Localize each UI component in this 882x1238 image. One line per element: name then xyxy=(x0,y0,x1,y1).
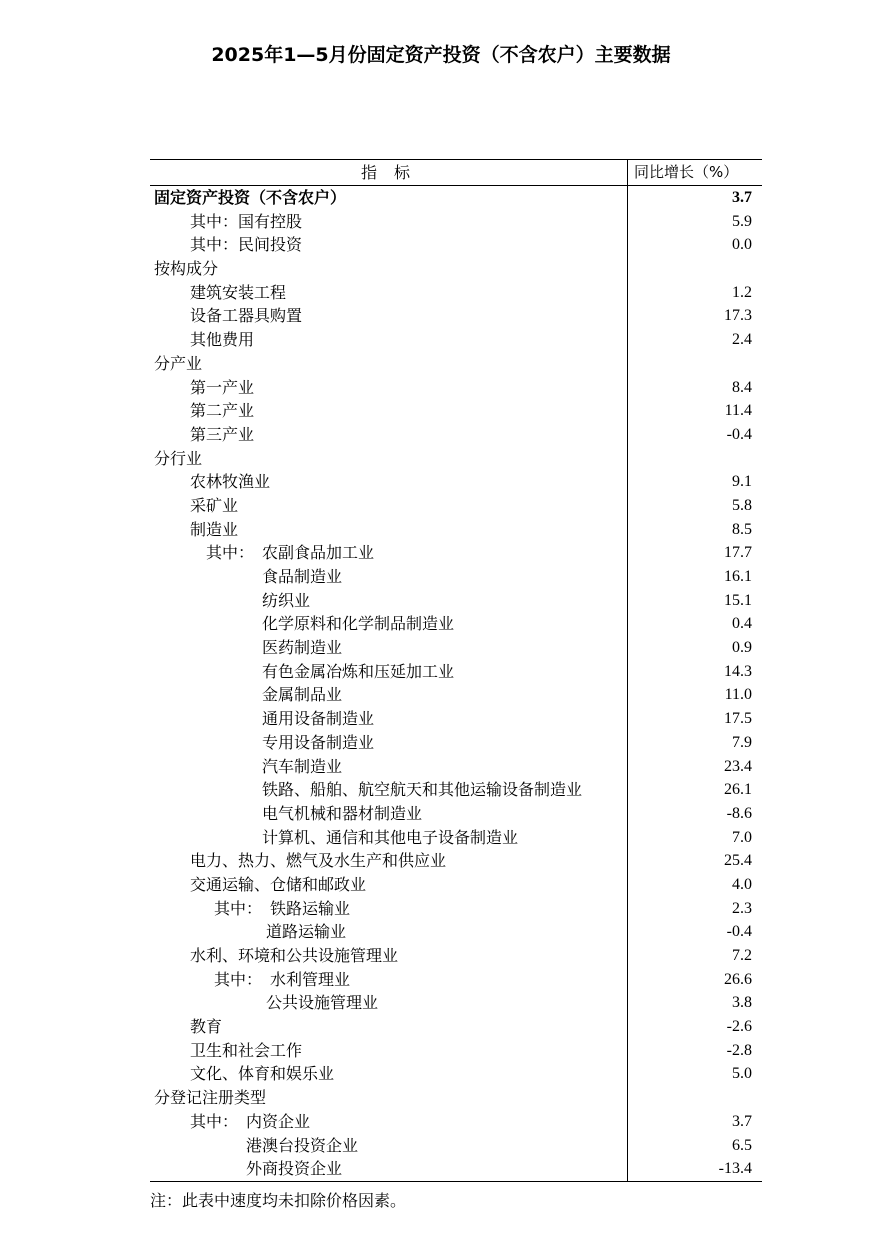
indicator-cell xyxy=(150,968,628,992)
table-row xyxy=(150,186,762,210)
indicator-label: 港澳台投资企业 xyxy=(246,1135,359,1155)
table-row xyxy=(150,1062,762,1086)
indicator-cell xyxy=(150,1015,628,1039)
indicator-cell xyxy=(150,352,628,376)
indicator-cell xyxy=(150,873,628,897)
table-row xyxy=(150,778,762,802)
table-row xyxy=(150,1157,762,1181)
table-row xyxy=(150,210,762,234)
indicator-cell xyxy=(150,1062,628,1086)
growth-value: 26.1 xyxy=(724,781,752,799)
table-row xyxy=(150,873,762,897)
growth-value: 26.6 xyxy=(724,970,752,988)
indicator-label: 采矿业 xyxy=(190,495,239,515)
indicator-cell xyxy=(150,281,628,305)
growth-value xyxy=(628,447,752,471)
table-row xyxy=(150,352,762,376)
table-row xyxy=(150,304,762,328)
indicator-label: 交通运输、仓储和邮政业 xyxy=(190,874,367,894)
indicator-label: 铁路运输业 xyxy=(270,898,351,918)
indicator-cell xyxy=(150,731,628,755)
growth-value: 2.3 xyxy=(732,899,752,917)
table-row xyxy=(150,612,762,636)
table-row xyxy=(150,541,762,565)
indicator-label: 分登记注册类型 xyxy=(154,1088,267,1108)
table-body xyxy=(150,186,762,1181)
table-row xyxy=(150,1134,762,1158)
indicator-label: 农林牧渔业 xyxy=(190,472,271,492)
table-row xyxy=(150,849,762,873)
indicator-label: 制造业 xyxy=(190,519,239,539)
indicator-label: 化学原料和化学制品制造业 xyxy=(262,614,455,634)
table-row xyxy=(150,660,762,684)
indicator-cell xyxy=(150,920,628,944)
indicator-cell xyxy=(150,589,628,613)
table-row xyxy=(150,233,762,257)
indicator-cell xyxy=(150,565,628,589)
indicator-cell xyxy=(150,612,628,636)
growth-value: 17.3 xyxy=(724,307,752,325)
table-row xyxy=(150,1015,762,1039)
indicator-cell xyxy=(150,447,628,471)
table-row xyxy=(150,1086,762,1110)
indicator-label: 按构成分 xyxy=(154,259,219,279)
indicator-cell xyxy=(150,376,628,400)
growth-value: 7.9 xyxy=(732,733,752,751)
indicator-label: 分产业 xyxy=(154,353,203,373)
table-header xyxy=(150,160,762,186)
table-row xyxy=(150,1110,762,1134)
table-row xyxy=(150,920,762,944)
growth-value: 7.2 xyxy=(732,947,752,964)
table-row xyxy=(150,494,762,518)
growth-value: 0.4 xyxy=(732,615,752,633)
indicator-label: 外商投资企业 xyxy=(246,1159,343,1179)
indicator-cell xyxy=(150,707,628,731)
indicator-label: 公共设施管理业 xyxy=(266,993,379,1013)
indicator-cell xyxy=(150,683,628,707)
growth-value: -2.8 xyxy=(726,1041,752,1059)
indicator-prefix: 其中： xyxy=(190,1111,239,1131)
growth-value: 17.7 xyxy=(724,544,752,562)
growth-value: 9.1 xyxy=(732,473,752,491)
growth-value: 8.5 xyxy=(732,520,752,538)
indicator-cell xyxy=(150,778,628,802)
indicator-cell xyxy=(150,1039,628,1063)
indicator-label: 医药制造业 xyxy=(262,638,343,658)
indicator-label: 汽车制造业 xyxy=(262,756,343,776)
indicator-cell xyxy=(150,1157,628,1181)
growth-value: 1.2 xyxy=(732,283,752,301)
growth-value: 5.0 xyxy=(732,1065,752,1083)
table-row xyxy=(150,1039,762,1063)
growth-value: 7.0 xyxy=(732,828,752,846)
growth-value: 3.7 xyxy=(732,1112,752,1130)
table-row xyxy=(150,707,762,731)
indicator-label: 纺织业 xyxy=(262,590,311,610)
indicator-prefix: 其中： xyxy=(214,969,263,989)
indicator-label: 设备工器具购置 xyxy=(190,306,303,326)
indicator-label: 其中：民间投资 xyxy=(190,235,303,255)
growth-value: 11.0 xyxy=(724,686,752,704)
indicator-cell xyxy=(150,470,628,494)
table-row xyxy=(150,565,762,589)
table-row xyxy=(150,683,762,707)
page-title: 2025年1—5月份固定资产投资（不含农户）主要数据 xyxy=(211,44,671,66)
growth-value xyxy=(628,352,752,376)
indicator-prefix: 其中： xyxy=(206,543,255,563)
growth-value: 25.4 xyxy=(724,852,752,870)
indicator-cell xyxy=(150,518,628,542)
indicator-label: 教育 xyxy=(190,1017,223,1037)
indicator-cell xyxy=(150,233,628,257)
indicator-cell xyxy=(150,755,628,779)
indicator-cell xyxy=(150,1134,628,1158)
indicator-label: 铁路、船舶、航空航天和其他运输设备制造业 xyxy=(262,780,583,800)
growth-value: 5.9 xyxy=(732,212,752,230)
indicator-cell xyxy=(150,541,628,565)
indicator-cell xyxy=(150,423,628,447)
growth-value: 16.1 xyxy=(724,568,752,585)
indicator-cell xyxy=(150,636,628,660)
indicator-label: 第三产业 xyxy=(190,424,255,444)
table-row xyxy=(150,944,762,968)
table-row xyxy=(150,328,762,352)
table-row xyxy=(150,755,762,779)
table-row xyxy=(150,281,762,305)
growth-value: -0.4 xyxy=(726,425,752,443)
indicator-label: 电力、热力、燃气及水生产和供应业 xyxy=(190,851,447,871)
growth-value: 11.4 xyxy=(724,402,752,420)
table-row xyxy=(150,470,762,494)
indicator-cell xyxy=(150,802,628,826)
indicator-cell xyxy=(150,826,628,850)
indicator-cell xyxy=(150,494,628,518)
growth-value: 2.4 xyxy=(732,331,752,349)
growth-value: 15.1 xyxy=(724,591,752,609)
growth-value: 17.5 xyxy=(724,710,752,728)
indicator-label: 水利管理业 xyxy=(270,969,351,989)
indicator-prefix: 其中： xyxy=(214,898,263,918)
indicator-label: 其他费用 xyxy=(190,330,255,350)
growth-value: 4.0 xyxy=(732,875,752,893)
growth-value: 14.3 xyxy=(724,662,752,680)
growth-value: 0.0 xyxy=(732,236,752,254)
indicator-label: 农副食品加工业 xyxy=(262,543,375,563)
indicator-cell xyxy=(150,186,628,210)
table-row xyxy=(150,968,762,992)
indicator-cell xyxy=(150,991,628,1015)
indicator-label: 文化、体育和娱乐业 xyxy=(190,1064,335,1084)
indicator-label: 金属制品业 xyxy=(262,685,343,705)
indicator-label: 专用设备制造业 xyxy=(262,732,375,752)
indicator-label: 第一产业 xyxy=(190,377,255,397)
table-row xyxy=(150,399,762,423)
table-row xyxy=(150,991,762,1015)
indicator-cell xyxy=(150,944,628,968)
header-indicator: 指 标 xyxy=(150,160,628,185)
growth-value: -0.4 xyxy=(726,923,752,941)
indicator-label: 道路运输业 xyxy=(266,922,347,942)
indicator-cell xyxy=(150,1110,628,1134)
indicator-label: 固定资产投资（不含农户） xyxy=(154,188,347,207)
data-table xyxy=(150,159,762,1182)
growth-value: 3.7 xyxy=(732,189,752,206)
indicator-label: 其中：国有控股 xyxy=(190,211,303,231)
table-row xyxy=(150,802,762,826)
growth-value: -2.6 xyxy=(726,1018,752,1036)
table-row xyxy=(150,376,762,400)
table-row xyxy=(150,518,762,542)
indicator-label: 电气机械和器材制造业 xyxy=(262,803,423,823)
table-row xyxy=(150,731,762,755)
table-row xyxy=(150,636,762,660)
table-row xyxy=(150,423,762,447)
indicator-label: 有色金属冶炼和压延加工业 xyxy=(262,661,455,681)
table-row xyxy=(150,257,762,281)
growth-value: 5.8 xyxy=(732,496,752,514)
growth-value xyxy=(628,1086,752,1110)
table-row xyxy=(150,447,762,471)
indicator-label: 食品制造业 xyxy=(262,567,343,586)
footnote: 注：此表中速度均未扣除价格因素。 xyxy=(150,1191,407,1210)
header-growth: 同比增长（%） xyxy=(634,163,739,181)
indicator-label: 水利、环境和公共设施管理业 xyxy=(190,946,399,965)
indicator-label: 第二产业 xyxy=(190,401,255,421)
growth-value xyxy=(628,257,752,281)
table-row xyxy=(150,826,762,850)
growth-value: 23.4 xyxy=(724,757,752,775)
indicator-cell xyxy=(150,897,628,921)
indicator-cell xyxy=(150,399,628,423)
indicator-cell xyxy=(150,304,628,328)
growth-value: 0.9 xyxy=(732,639,752,657)
indicator-label: 分行业 xyxy=(154,448,203,468)
growth-value: 3.8 xyxy=(732,994,752,1012)
growth-value: 8.4 xyxy=(732,378,752,396)
indicator-label: 建筑安装工程 xyxy=(190,282,287,302)
indicator-label: 通用设备制造业 xyxy=(262,709,375,729)
indicator-label: 计算机、通信和其他电子设备制造业 xyxy=(262,827,519,847)
growth-value: 6.5 xyxy=(732,1136,752,1154)
indicator-cell xyxy=(150,1086,628,1110)
indicator-cell xyxy=(150,660,628,684)
indicator-label: 卫生和社会工作 xyxy=(190,1040,303,1060)
table-row xyxy=(150,897,762,921)
indicator-cell xyxy=(150,849,628,873)
indicator-cell xyxy=(150,328,628,352)
table-row xyxy=(150,589,762,613)
indicator-cell xyxy=(150,210,628,234)
growth-value: -13.4 xyxy=(718,1160,752,1178)
indicator-cell xyxy=(150,257,628,281)
indicator-label: 内资企业 xyxy=(246,1111,311,1131)
growth-value: -8.6 xyxy=(726,804,752,822)
